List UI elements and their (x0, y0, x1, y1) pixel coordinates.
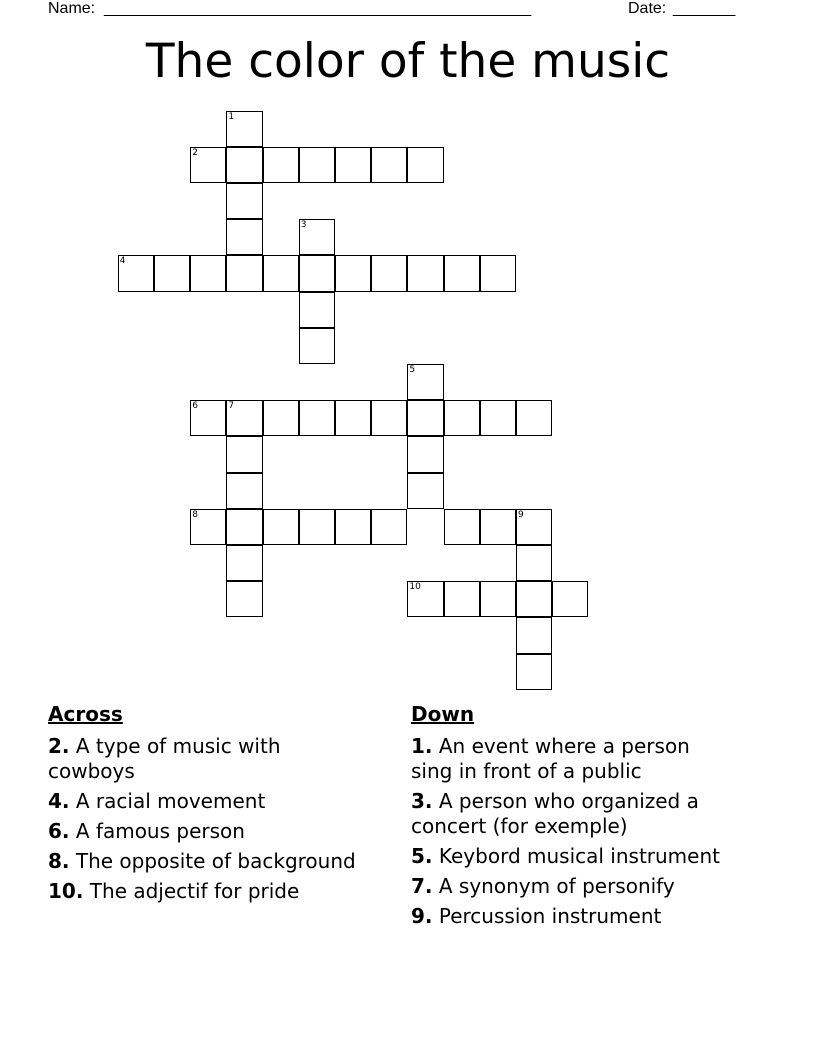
grid-cell[interactable] (407, 255, 443, 291)
clue-down-5 (411, 844, 731, 869)
grid-cell[interactable] (263, 147, 299, 183)
grid-cell[interactable] (226, 183, 262, 219)
grid-cell[interactable] (226, 473, 262, 509)
clue-text: The adjectif for pride (89, 879, 300, 903)
clue-number: 8. (48, 849, 70, 873)
clue-number: 1. (411, 734, 433, 758)
grid-cell[interactable] (299, 328, 335, 364)
grid-cell[interactable] (444, 581, 480, 617)
cell-number: 1 (228, 111, 235, 122)
grid-cell[interactable] (480, 400, 516, 436)
grid-cell[interactable] (552, 581, 588, 617)
grid-cell[interactable] (516, 581, 552, 617)
clue-down-9 (411, 904, 731, 929)
grid-cell[interactable] (226, 255, 262, 291)
grid-cell[interactable] (335, 400, 371, 436)
cell-number: 2 (192, 147, 198, 158)
grid-cell[interactable] (226, 436, 262, 472)
cell-number: 8 (192, 509, 198, 520)
grid-cell[interactable] (407, 364, 443, 400)
grid-cell[interactable] (190, 509, 226, 545)
clue-number: 6. (48, 819, 70, 843)
grid-cell[interactable] (226, 111, 262, 147)
clue-number: 3. (411, 789, 433, 813)
grid-cell[interactable] (516, 654, 552, 690)
cell-number: 5 (409, 365, 416, 375)
grid-cell[interactable] (263, 400, 299, 436)
cell-number: 4 (119, 256, 126, 267)
grid-cell[interactable] (407, 473, 443, 509)
date-field[interactable]: _______ (673, 0, 736, 17)
grid-cell[interactable] (299, 219, 335, 255)
clue-text: Percussion instrument (438, 904, 662, 928)
clue-across-2 (48, 734, 368, 784)
grid-cell[interactable] (480, 255, 516, 291)
clue-text: The opposite of background (75, 849, 356, 873)
grid-cell[interactable] (516, 545, 552, 581)
clue-across-8 (48, 849, 368, 874)
clue-text: An event where a person sing in front of a public (411, 734, 690, 783)
clue-text: A famous person (75, 819, 245, 843)
grid-cell[interactable] (299, 400, 335, 436)
grid-cell[interactable] (190, 255, 226, 291)
clue-down-3 (411, 789, 731, 839)
cell-number: 3 (300, 220, 307, 231)
grid-cell[interactable] (444, 509, 480, 545)
cell-number: 10 (409, 582, 421, 593)
cell-number: 7 (228, 401, 235, 412)
grid-cell[interactable] (299, 509, 335, 545)
cell-number: 6 (192, 401, 198, 412)
cell-number: 9 (518, 509, 524, 520)
down-clues (411, 702, 731, 934)
grid-cell[interactable] (516, 617, 552, 653)
grid-cell[interactable] (299, 255, 335, 291)
grid-cell[interactable] (154, 255, 190, 291)
clue-text: Keybord musical instrument (438, 844, 720, 868)
grid-cell[interactable] (407, 400, 443, 436)
clue-number: 5. (411, 844, 433, 868)
grid-cell[interactable] (371, 509, 407, 545)
grid-cell[interactable] (407, 147, 443, 183)
grid-cell[interactable] (190, 147, 226, 183)
page-title: The color of the music (145, 34, 671, 89)
grid-cell[interactable] (226, 581, 262, 617)
grid-cell[interactable] (263, 255, 299, 291)
across-heading: Across (48, 702, 123, 726)
name-field[interactable]: ________________________________________________ (104, 0, 532, 17)
clue-down-1 (411, 734, 731, 784)
clue-across-10 (48, 879, 368, 904)
grid-cell[interactable] (371, 147, 407, 183)
clue-down-7 (411, 874, 731, 899)
grid-cell[interactable] (516, 509, 552, 545)
across-clues (48, 702, 368, 909)
grid-cell[interactable] (444, 255, 480, 291)
grid-cell[interactable] (226, 219, 262, 255)
clue-text: A racial movement (75, 789, 266, 813)
clue-across-6 (48, 819, 368, 844)
clue-number: 2. (48, 734, 70, 758)
clue-number: 9. (411, 904, 433, 928)
grid-cell[interactable] (371, 255, 407, 291)
grid-cell[interactable] (226, 545, 262, 581)
clue-number: 10. (48, 879, 84, 903)
clue-text: A synonym of personify (438, 874, 675, 898)
grid-cell[interactable] (444, 400, 480, 436)
clue-number: 7. (411, 874, 433, 898)
grid-cell[interactable] (407, 436, 443, 472)
grid-cell[interactable] (118, 255, 154, 291)
down-heading: Down (411, 702, 475, 726)
name-label: Name: (48, 0, 96, 17)
grid-cell[interactable] (516, 400, 552, 436)
grid-cell[interactable] (371, 400, 407, 436)
grid-cell[interactable] (480, 509, 516, 545)
grid-cell[interactable] (407, 581, 443, 617)
clue-across-4 (48, 789, 368, 814)
grid-cell[interactable] (226, 509, 262, 545)
grid-cell[interactable] (335, 255, 371, 291)
grid-cell[interactable] (226, 400, 262, 436)
clue-number: 4. (48, 789, 70, 813)
grid-cell[interactable] (263, 509, 299, 545)
grid-cell[interactable] (480, 581, 516, 617)
grid-cell[interactable] (335, 147, 371, 183)
grid-cell[interactable] (299, 147, 335, 183)
clue-text: A person who organized a concert (for exemple) (411, 789, 699, 838)
date-label: Date: (628, 0, 667, 17)
clue-text: A type of music with cowboys (48, 734, 281, 783)
grid-cell[interactable] (226, 147, 262, 183)
grid-cell[interactable] (335, 509, 371, 545)
grid-cell[interactable] (299, 292, 335, 328)
grid-cell[interactable] (190, 400, 226, 436)
